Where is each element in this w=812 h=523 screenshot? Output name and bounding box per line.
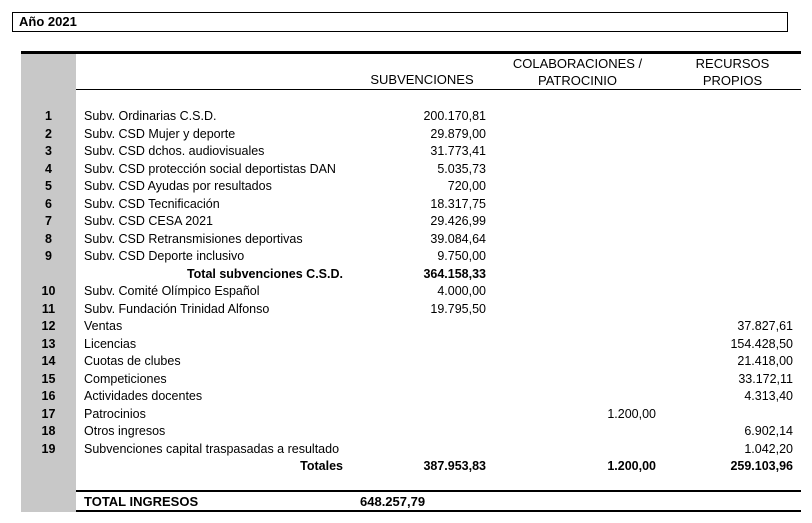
header-bottom-rule — [76, 89, 801, 90]
table-row — [21, 196, 801, 214]
row-label: Subv. Comité Olímpico Español — [84, 284, 260, 298]
header-colaboraciones-line2: PATROCINIO — [538, 73, 617, 88]
row-number: 5 — [45, 179, 52, 193]
row-number: 7 — [45, 214, 52, 228]
row-label: Licencias — [84, 336, 137, 351]
table-row — [21, 406, 801, 424]
row-number: 2 — [45, 126, 52, 141]
row-number: 17 — [41, 406, 56, 421]
subvenciones-value: 9.750,00 — [437, 249, 486, 263]
header-recursos — [680, 55, 785, 89]
subvenciones-value: 387.953,83 — [423, 459, 486, 473]
row-label: Subv. CSD CESA 2021 — [84, 214, 214, 228]
row-number: 19 — [41, 441, 56, 456]
subtotal-row — [21, 266, 801, 284]
table-row — [21, 231, 801, 249]
header-colaboraciones-line1: COLABORACIONES / — [512, 56, 643, 71]
row-label: Subvenciones capital traspasadas a resultado — [84, 441, 340, 456]
row-label: Subv. CSD Ayudas por resultados — [84, 179, 272, 193]
table-row — [21, 441, 801, 459]
table-row — [21, 108, 801, 126]
recursos-propios-value: 4.313,40 — [744, 389, 793, 403]
row-label: Subv. Fundación Trinidad Alfonso — [84, 301, 270, 316]
row-number: 9 — [45, 249, 52, 263]
subvenciones-value: 5.035,73 — [437, 161, 486, 176]
total-ingresos-value: 648.257,79 — [360, 494, 426, 509]
header-colaboraciones — [510, 55, 645, 89]
recursos-propios-value: 1.042,20 — [744, 441, 793, 456]
row-label: Subv. CSD dchos. audiovisuales — [84, 144, 265, 158]
row-label: Ventas — [84, 319, 123, 333]
table-row — [21, 248, 801, 266]
row-number: 6 — [45, 196, 52, 211]
row-label: Total subvenciones C.S.D. — [186, 266, 343, 281]
row-label: Subv. CSD Tecnificación — [84, 196, 220, 211]
row-number: 15 — [41, 371, 56, 386]
total-ingresos-label: TOTAL INGRESOS — [84, 494, 199, 509]
subvenciones-value: 29.879,00 — [430, 126, 486, 141]
row-label: Subv. CSD Deporte inclusivo — [84, 249, 245, 263]
recursos-propios-value: 154.428,50 — [730, 336, 793, 351]
table-row — [21, 336, 801, 354]
row-number: 13 — [41, 336, 56, 351]
row-label: Otros ingresos — [84, 424, 166, 438]
header-subvenciones — [362, 71, 482, 88]
subvenciones-value: 720,00 — [447, 179, 486, 193]
table-row — [21, 318, 801, 336]
recursos-propios-value: 33.172,11 — [738, 371, 793, 386]
subvenciones-value: 39.084,64 — [430, 231, 486, 246]
row-label: Subv. CSD Mujer y deporte — [84, 126, 236, 141]
year-label: Año 2021 — [12, 12, 788, 32]
row-number: 3 — [45, 144, 52, 158]
subvenciones-value: 19.795,50 — [430, 301, 486, 316]
table-row — [21, 126, 801, 144]
subvenciones-value: 31.773,41 — [430, 144, 486, 158]
row-label: Subv. CSD Retransmisiones deportivas — [84, 231, 303, 246]
row-number: 16 — [41, 389, 56, 403]
table-row — [21, 143, 801, 161]
recursos-propios-value: 21.418,00 — [737, 354, 793, 368]
colaboraciones-value: 1.200,00 — [607, 459, 656, 473]
recursos-propios-value: 6.902,14 — [744, 424, 793, 438]
subvenciones-value: 4.000,00 — [437, 284, 486, 298]
row-label: Actividades docentes — [84, 389, 203, 403]
header-recursos-line2: PROPIOS — [702, 73, 763, 88]
bottom-rule — [76, 510, 801, 512]
row-number: 8 — [45, 231, 52, 246]
subvenciones-value: 364.158,33 — [423, 266, 486, 281]
table-row — [21, 388, 801, 406]
row-label: Totales — [300, 459, 343, 473]
table-row — [21, 213, 801, 231]
colaboraciones-value: 1.200,00 — [607, 406, 656, 421]
row-number: 4 — [45, 161, 52, 176]
row-label: Patrocinios — [84, 406, 146, 421]
row-label: Subv. Ordinarias C.S.D. — [84, 109, 217, 123]
row-number: 1 — [45, 109, 52, 123]
subvenciones-value: 200.170,81 — [423, 109, 486, 123]
row-number: 10 — [41, 284, 56, 298]
header-recursos-line1: RECURSOS — [695, 56, 770, 71]
row-label: Subv. CSD protección social deportistas DAN — [84, 161, 336, 176]
recursos-propios-value: 259.103,96 — [730, 459, 793, 473]
row-number: 14 — [41, 354, 56, 368]
row-label: Competiciones — [84, 371, 167, 386]
table-row — [21, 161, 801, 179]
table-row — [21, 301, 801, 319]
row-number: 11 — [41, 301, 56, 316]
table-row — [21, 283, 801, 301]
header-top-rule — [21, 51, 801, 54]
recursos-propios-value: 37.827,61 — [737, 319, 793, 333]
table-row — [21, 423, 801, 441]
totals-rule — [76, 490, 801, 492]
subvenciones-value: 18.317,75 — [430, 196, 486, 211]
row-number: 18 — [41, 424, 56, 438]
subtotal-row — [21, 458, 801, 476]
subvenciones-value: 29.426,99 — [430, 214, 486, 228]
header-subvenciones-label: SUBVENCIONES — [370, 72, 474, 87]
table-row — [21, 371, 801, 389]
row-number: 12 — [41, 319, 56, 333]
table-row — [21, 353, 801, 371]
row-label: Cuotas de clubes — [84, 354, 181, 368]
table-row — [21, 178, 801, 196]
